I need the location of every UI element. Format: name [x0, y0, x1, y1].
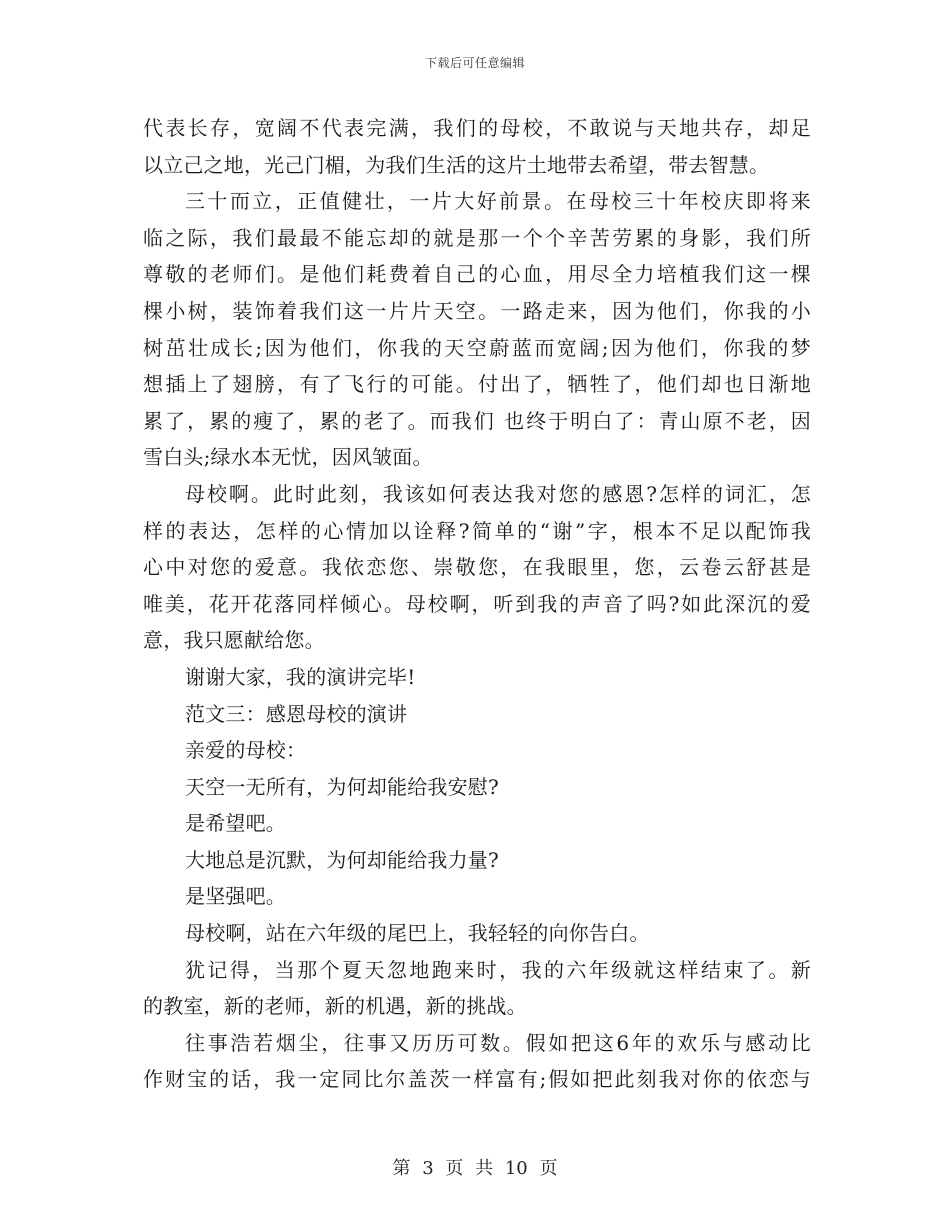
text-line: 母校啊，站在六年级的尾巴上，我轻轻的向你告白。: [185, 921, 650, 946]
text-line: 样的表达，怎样的心情加以诠释?简单的“谢”字，根本不足以配饰我: [143, 518, 811, 543]
text-line: 唯美，花开花落同样倾心。母校啊，听到我的声音了吗?如此深沉的爱: [143, 591, 811, 616]
text-line: 代表长存，宽阔不代表完满，我们的母校，不敢说与天地共存，却足: [143, 116, 811, 140]
text-line: 是希望吧。: [185, 811, 286, 836]
text-line: 意，我只愿献给您。: [143, 628, 325, 653]
text-line: 天空一无所有，为何却能给我安慰?: [185, 774, 499, 799]
text-line: 累了，累的瘦了，累的老了。而我们 也终于明白了：青山原不老，因: [143, 408, 811, 433]
text-line: 谢谢大家，我的演讲完毕!: [185, 664, 416, 689]
text-line: 亲爱的母校：: [185, 738, 307, 763]
text-line: 尊敬的老师们。是他们耗费着自己的心血，用尽全力培植我们这一棵: [143, 262, 811, 287]
text-line: 大地总是沉默，为何却能给我力量?: [185, 847, 499, 872]
text-line: 作财宝的话，我一定同比尔盖茨一样富有;假如把此刻我对你的依恋与: [143, 1067, 811, 1092]
text-line: 往事浩若烟尘，往事又历历可数。假如把这6年的欢乐与感动比: [185, 1030, 811, 1055]
text-line: 临之际，我们最最不能忘却的就是那一个个辛苦劳累的身影，我们所: [143, 225, 811, 250]
text-line: 棵小树，装饰着我们这一片片天空。一路走来，因为他们，你我的小: [143, 298, 811, 323]
text-line: 范文三：感恩母校的演讲: [185, 701, 408, 726]
page-footer: 第 3 页 共 10 页: [392, 1158, 558, 1179]
text-line: 以立己之地，光己门楣，为我们生活的这片土地带去希望，带去智慧。: [143, 152, 770, 177]
text-line: 想插上了翅膀，有了飞行的可能。付出了，牺牲了，他们却也日渐地: [143, 372, 811, 397]
text-line: 心中对您的爱意。我依恋您、崇敬您，在我眼里，您，云卷云舒甚是: [143, 555, 811, 580]
text-line: 是坚强吧。: [185, 884, 286, 909]
text-line: 雪白头;绿水本无忧，因风皱面。: [143, 445, 433, 470]
text-line: 的教室，新的老师，新的机遇，新的挑战。: [143, 994, 527, 1019]
header-note: 下载后可任意编辑: [424, 56, 525, 70]
document-body: [143, 110, 811, 1098]
text-line: 三十而立，正值健壮，一片大好前景。在母校三十年校庆即将来: [185, 189, 811, 214]
text-line: 犹记得，当那个夏天忽地跑来时，我的六年级就这样结束了。新: [185, 957, 811, 982]
text-line: 树茁壮成长;因为他们，你我的天空蔚蓝而宽阔;因为他们，你我的梦: [143, 335, 811, 360]
text-line: 母校啊。此时此刻，我该如何表达我对您的感恩?怎样的词汇，怎: [185, 481, 811, 506]
